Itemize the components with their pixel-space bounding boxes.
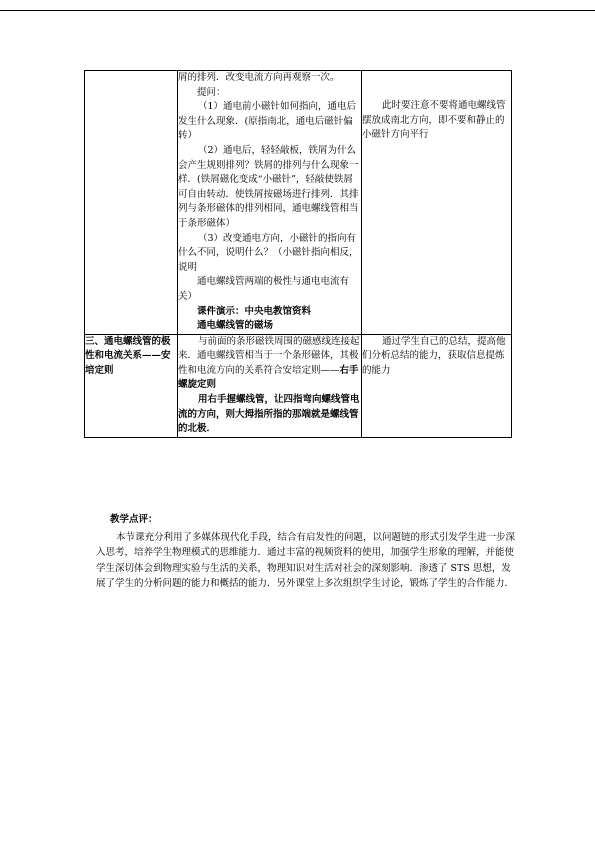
comment-title: 教学点评： [110,514,158,525]
comment-body: 本节课充分利用了多媒体现代化手段，结合有启发性的问题，以问题链的形式引发学生进一步深入思考，培养学生物理模式的思维能力．通过丰富的视频资料的使用，加强学生形象的理解，并能使学生深切体会到物理实验与生活的关系，物理知识对生活对社会的深刻影响．渗透了 STS 思想，发展了学生的分析问题的能力和概括的能力．另外课堂上多次组织学生讨论，锻炼了学生的合作能力． [96,531,516,590]
row1-stage-cell [85,71,178,335]
lesson-table [84,70,512,438]
question-3-conclusion: 通电螺线管两端的极性与通电电流有关） [178,276,350,302]
activity-text: 屑的排列．改变电流方向再观察一次。 [178,72,340,83]
courseware-title: 通电螺线管的磁场 [197,320,274,332]
design-note: 此时要注意不要将通电螺线管摆放成南北方向，即不要和静止的小磁针方向平行 [362,100,506,141]
question-2: （2）通电后，轻轻敲板，铁屑为什么会产生规则排列？铁屑的排列与什么现象一样．(铁屑磁化变成“小磁针”，轻敲使铁屑可自由转动．使铁屑按磁场进行排列．其排列与条形磁体的排列相同，通电螺线管相当于条形磁体） [178,144,359,229]
question-3: （3）改变通电方向，小磁针的指向有什么不同，说明什么？（小磁针指向相反，说明 [178,232,359,273]
ampere-rule-lead: 与前面的条形磁铁周围的磁感线连接起来．通电螺线管相当于一个条形磁体，其极性和电流方向的关系符合安培定则—— [178,335,360,376]
row2-activity-cell [178,334,362,437]
right-hand-rule: 用右手握螺线管，让四指弯向螺线管电流的方向，则大拇指所指的那端就是螺线管的北极． [178,394,360,435]
courseware-demo: 课件演示：中央电教馆资料 [197,305,312,317]
ampere-rule-text [178,335,361,393]
question-1: （1）通电前小磁针如何指向，通电后发生什么现象．(原指南北，通电后磁针偏转） [178,101,357,142]
ampere-rule-name: 右手螺旋定则 [178,364,359,391]
design-note: 通过学生自己的总结，提高他们分析总结的能力，获取信息提炼的能力 [362,335,506,376]
row1-intent-cell [362,71,512,335]
row1-activity-cell [178,71,362,335]
question-heading: 提问： [197,86,226,98]
row2-stage-cell [85,334,178,437]
table-row [85,334,512,437]
row2-intent-cell [362,334,512,437]
table-row [85,71,512,335]
header-rule [0,10,595,11]
teaching-comment [96,512,516,592]
stage-title: 三、通电螺线管的极性和电流关系——安培定则 [85,335,171,376]
